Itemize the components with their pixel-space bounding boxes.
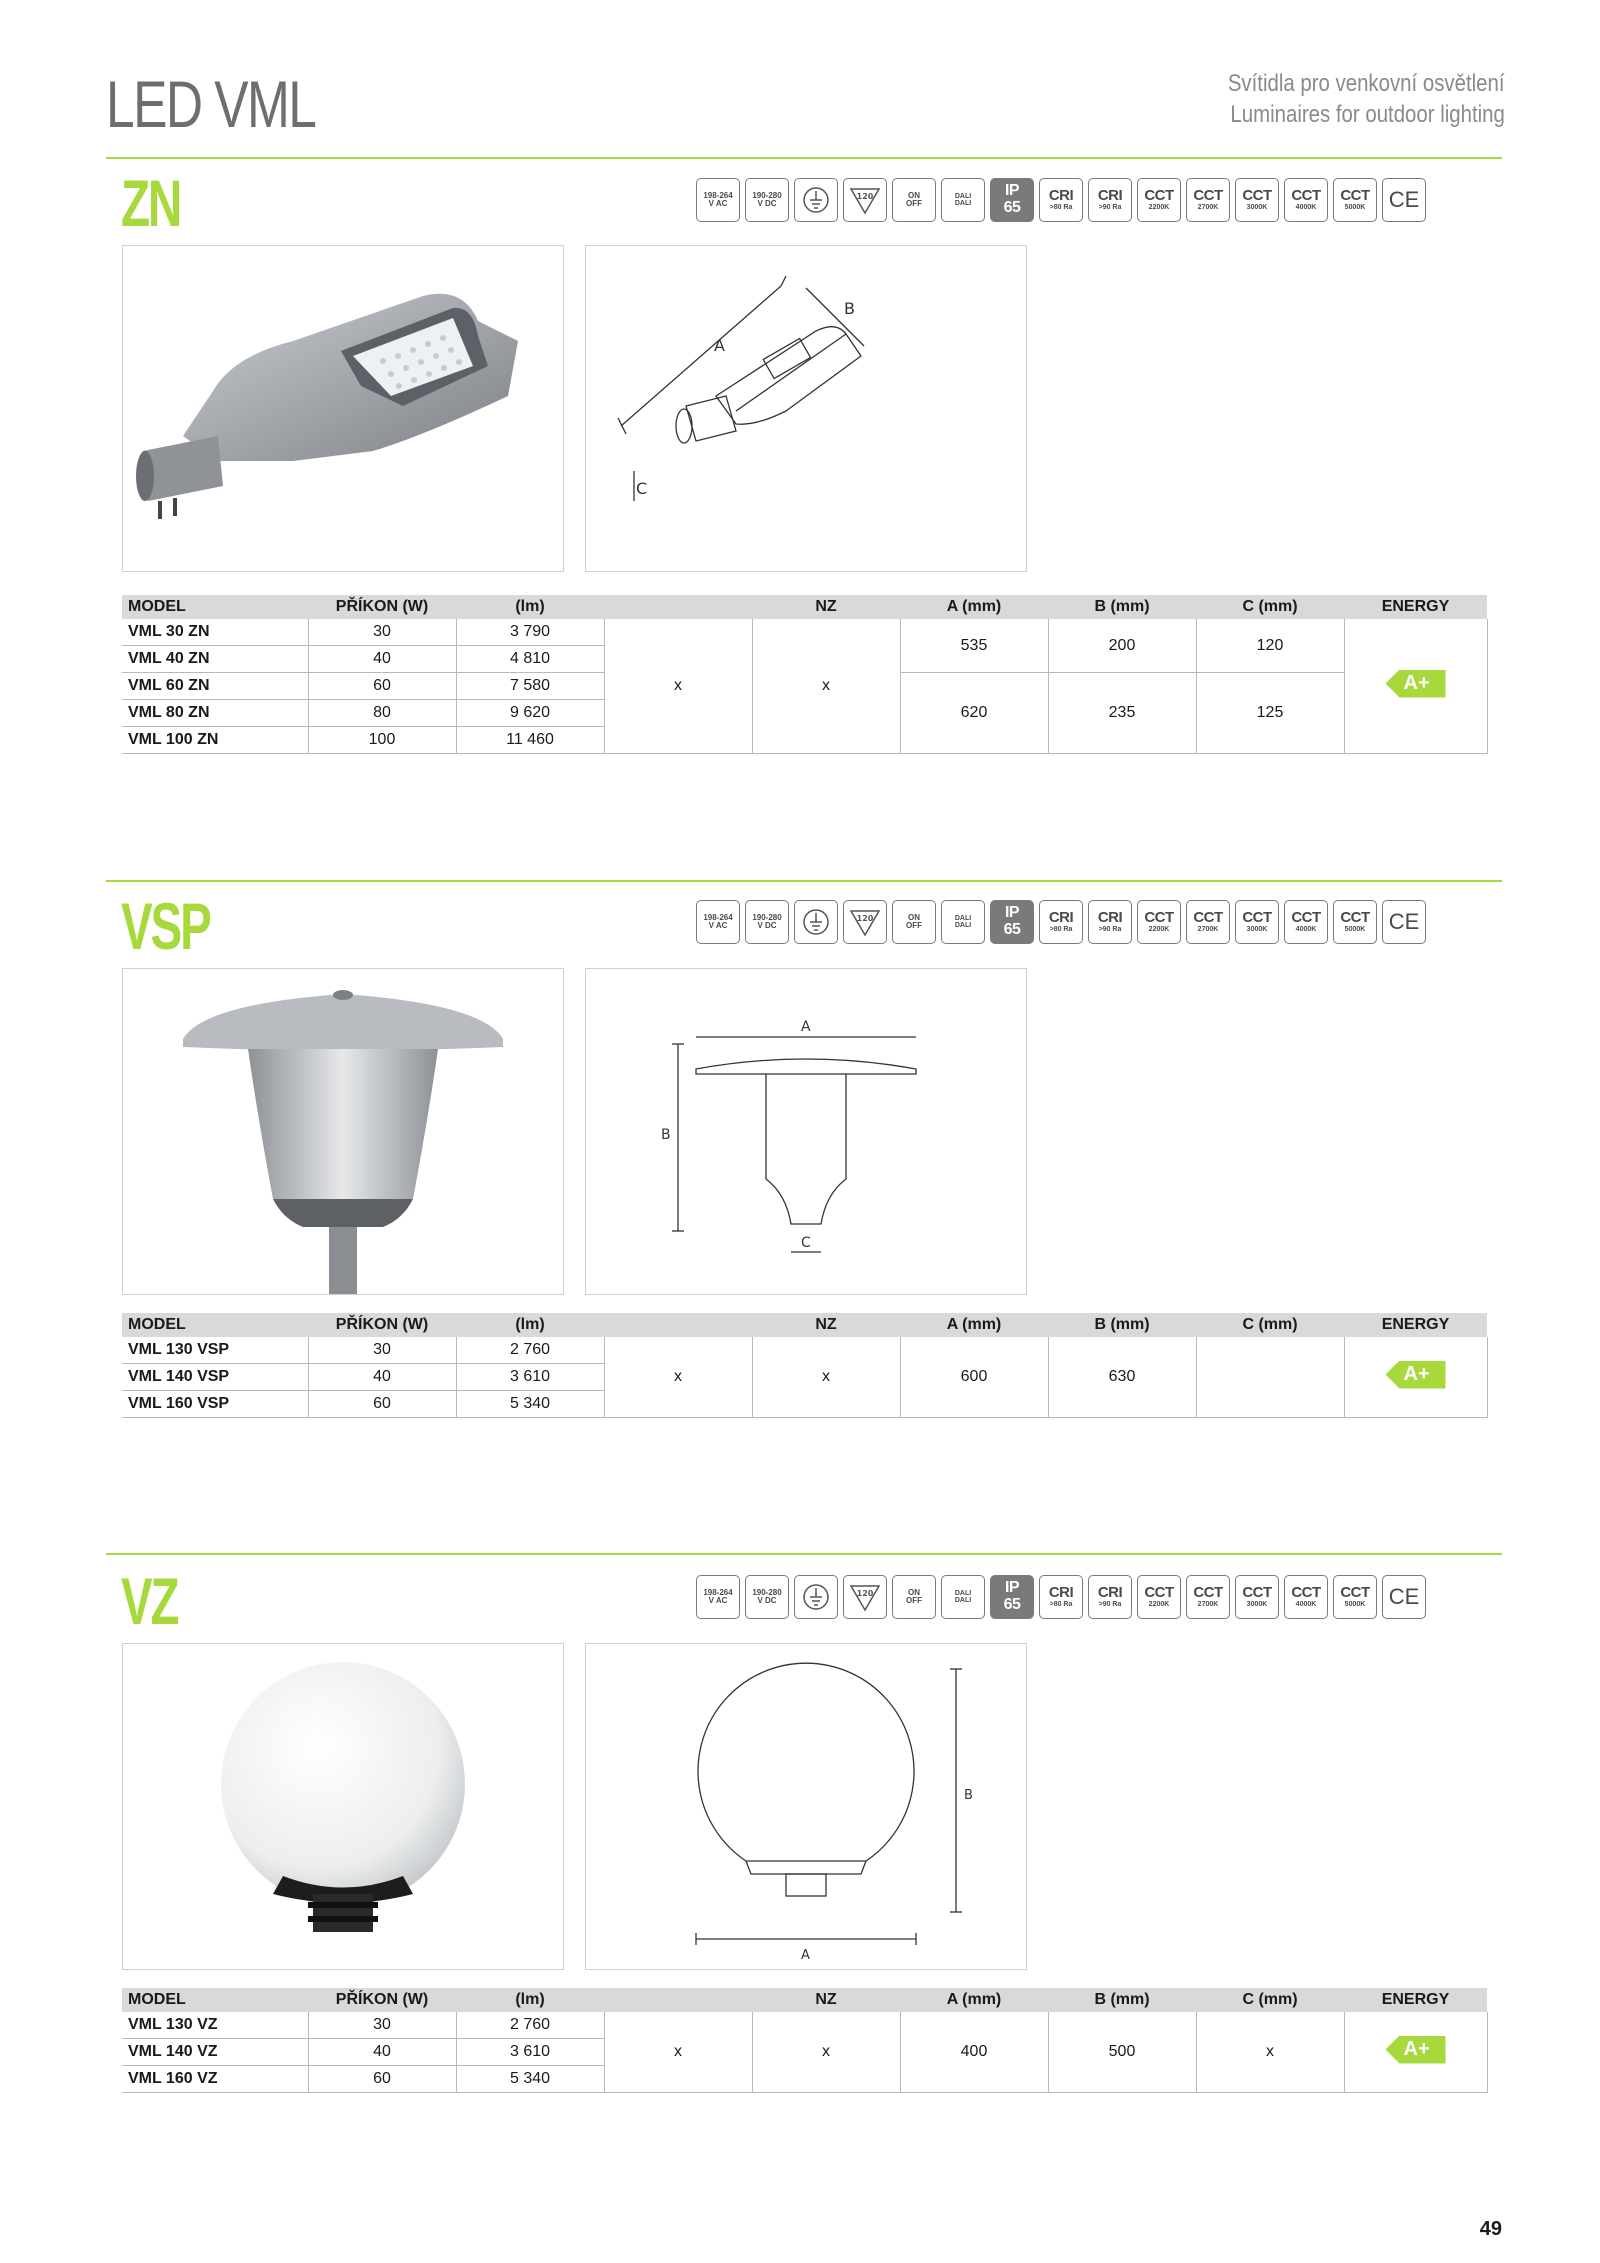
c-mm-cell: 125 bbox=[1196, 673, 1344, 754]
col4-cell: x bbox=[604, 619, 752, 754]
col-header: B (mm) bbox=[1048, 1313, 1196, 1337]
ce-mark-icon: CE bbox=[1382, 1575, 1426, 1619]
power-cell: 100 bbox=[308, 727, 456, 754]
power-cell: 30 bbox=[308, 2012, 456, 2039]
b-mm-cell: 235 bbox=[1048, 673, 1196, 754]
col-header: MODEL bbox=[122, 1313, 308, 1337]
nz-cell: x bbox=[752, 619, 900, 754]
cct-2200-icon: CCT 2200K bbox=[1137, 178, 1181, 222]
section-divider bbox=[106, 1553, 1502, 1555]
model-cell: VML 100 ZN bbox=[122, 727, 308, 754]
earth-class-icon bbox=[794, 900, 838, 944]
spec-table-vz bbox=[122, 1988, 1488, 2093]
cri-80-icon: CRI >80 Ra bbox=[1039, 900, 1083, 944]
col-header: C (mm) bbox=[1196, 1313, 1344, 1337]
power-cell: 60 bbox=[308, 673, 456, 700]
col-header: ENERGY bbox=[1344, 1988, 1487, 2012]
cct-3000-icon: CCT 3000K bbox=[1235, 900, 1279, 944]
feature-icon-strip bbox=[696, 178, 1426, 224]
col-header: C (mm) bbox=[1196, 595, 1344, 619]
earth-class-icon bbox=[794, 1575, 838, 1619]
voltage-dc-icon: 190-280 V DC bbox=[745, 900, 789, 944]
lumen-cell: 3 610 bbox=[456, 1364, 604, 1391]
power-cell: 40 bbox=[308, 646, 456, 673]
product-photo-vsp bbox=[122, 968, 564, 1295]
cct-2700-icon: CCT 2700K bbox=[1186, 1575, 1230, 1619]
temperature-triangle-icon bbox=[843, 1575, 887, 1619]
model-cell: VML 140 VZ bbox=[122, 2039, 308, 2066]
page-title: LED VML bbox=[106, 67, 316, 141]
dali-icon: DALI DALI bbox=[941, 178, 985, 222]
ip-rating-icon: IP 65 bbox=[990, 178, 1034, 222]
dali-icon: DALI DALI bbox=[941, 1575, 985, 1619]
voltage-dc-icon: 190-280 V DC bbox=[745, 178, 789, 222]
b-mm-cell: 200 bbox=[1048, 619, 1196, 673]
dimension-drawing-icon bbox=[586, 969, 1026, 1294]
dim-label-a: A bbox=[714, 336, 725, 355]
dali-icon: DALI DALI bbox=[941, 900, 985, 944]
cct-4000-icon: CCT 4000K bbox=[1284, 1575, 1328, 1619]
voltage-ac-icon: 198-264 V AC bbox=[696, 1575, 740, 1619]
c-mm-cell bbox=[1196, 1337, 1344, 1418]
lumen-cell: 7 580 bbox=[456, 673, 604, 700]
spec-table-zn bbox=[122, 595, 1488, 754]
col-header: A (mm) bbox=[900, 1988, 1048, 2012]
ce-mark-icon: CE bbox=[1382, 178, 1426, 222]
dim-label-c: C bbox=[636, 479, 648, 498]
table-row bbox=[122, 619, 1487, 646]
energy-cell bbox=[1344, 1337, 1487, 1418]
subtitle-czech: Svítidla pro venkovní osvětlení bbox=[1228, 70, 1505, 97]
model-cell: VML 130 VZ bbox=[122, 2012, 308, 2039]
cct-5000-icon: CCT 5000K bbox=[1333, 900, 1377, 944]
dimension-drawing-vsp bbox=[585, 968, 1027, 1295]
c-mm-cell: x bbox=[1196, 2012, 1344, 2093]
energy-class-badge: A+ bbox=[1386, 1361, 1446, 1389]
col-header: C (mm) bbox=[1196, 1988, 1344, 2012]
lumen-cell: 2 760 bbox=[456, 2012, 604, 2039]
svg-text:120: 120 bbox=[856, 1589, 874, 1598]
col-header: A (mm) bbox=[900, 1313, 1048, 1337]
voltage-ac-icon: 198-264 V AC bbox=[696, 900, 740, 944]
col-header: NZ bbox=[752, 1313, 900, 1337]
col-header: NZ bbox=[752, 1988, 900, 2012]
subtitle-english: Luminaires for outdoor lighting bbox=[1230, 101, 1505, 128]
b-mm-cell: 500 bbox=[1048, 2012, 1196, 2093]
power-cell: 40 bbox=[308, 1364, 456, 1391]
power-cell: 60 bbox=[308, 2066, 456, 2093]
cri-90-icon: CRI >90 Ra bbox=[1088, 178, 1132, 222]
cri-90-icon: CRI >90 Ra bbox=[1088, 1575, 1132, 1619]
on-off-icon: ON OFF bbox=[892, 900, 936, 944]
nz-cell: x bbox=[752, 1337, 900, 1418]
power-cell: 30 bbox=[308, 1337, 456, 1364]
a-mm-cell: 535 bbox=[900, 619, 1048, 673]
product-photo-zn bbox=[122, 245, 564, 572]
dimension-drawing-icon bbox=[586, 246, 1026, 571]
a-mm-cell: 620 bbox=[900, 673, 1048, 754]
model-cell: VML 30 ZN bbox=[122, 619, 308, 646]
col4-cell: x bbox=[604, 1337, 752, 1418]
cri-80-icon: CRI >80 Ra bbox=[1039, 178, 1083, 222]
svg-text:120: 120 bbox=[856, 914, 874, 923]
dim-label-a: A bbox=[801, 1948, 810, 1963]
lumen-cell: 2 760 bbox=[456, 1337, 604, 1364]
energy-class-badge: A+ bbox=[1386, 670, 1446, 698]
model-cell: VML 60 ZN bbox=[122, 673, 308, 700]
cct-4000-icon: CCT 4000K bbox=[1284, 178, 1328, 222]
model-cell: VML 160 VSP bbox=[122, 1391, 308, 1418]
page-number: 49 bbox=[1479, 2218, 1502, 2240]
col-header bbox=[604, 1313, 752, 1337]
section-divider bbox=[106, 880, 1502, 882]
cct-3000-icon: CCT 3000K bbox=[1235, 178, 1279, 222]
col-header: NZ bbox=[752, 595, 900, 619]
energy-cell bbox=[1344, 619, 1487, 754]
ip-rating-icon: IP 65 bbox=[990, 900, 1034, 944]
table-row bbox=[122, 1337, 1487, 1364]
feature-icon-strip bbox=[696, 1575, 1426, 1621]
cri-80-icon: CRI >80 Ra bbox=[1039, 1575, 1083, 1619]
col-header bbox=[604, 595, 752, 619]
product-photo-vz bbox=[122, 1643, 564, 1970]
col-header: (lm) bbox=[456, 595, 604, 619]
col4-cell: x bbox=[604, 2012, 752, 2093]
dim-label-c: C bbox=[801, 1235, 811, 1251]
lumen-cell: 11 460 bbox=[456, 727, 604, 754]
model-cell: VML 80 ZN bbox=[122, 700, 308, 727]
earth-class-icon bbox=[794, 178, 838, 222]
dimension-drawing-vz bbox=[585, 1643, 1027, 1970]
power-cell: 60 bbox=[308, 1391, 456, 1418]
col-header bbox=[604, 1988, 752, 2012]
col-header: (lm) bbox=[456, 1313, 604, 1337]
energy-cell bbox=[1344, 2012, 1487, 2093]
power-cell: 30 bbox=[308, 619, 456, 646]
model-cell: VML 160 VZ bbox=[122, 2066, 308, 2093]
col-header: PŘÍKON (W) bbox=[308, 1313, 456, 1337]
nz-cell: x bbox=[752, 2012, 900, 2093]
model-cell: VML 40 ZN bbox=[122, 646, 308, 673]
spec-table-vsp bbox=[122, 1313, 1488, 1418]
a-mm-cell: 400 bbox=[900, 2012, 1048, 2093]
dim-label-b: B bbox=[661, 1127, 671, 1143]
section-title-zn: ZN bbox=[121, 166, 181, 240]
col-header: PŘÍKON (W) bbox=[308, 1988, 456, 2012]
dim-label-b: B bbox=[844, 299, 855, 318]
dimension-drawing-icon bbox=[586, 1644, 1026, 1969]
cct-3000-icon: CCT 3000K bbox=[1235, 1575, 1279, 1619]
temperature-triangle-icon bbox=[843, 178, 887, 222]
col-header: MODEL bbox=[122, 1988, 308, 2012]
energy-class-badge: A+ bbox=[1386, 2036, 1446, 2064]
cct-2200-icon: CCT 2200K bbox=[1137, 1575, 1181, 1619]
lumen-cell: 3 790 bbox=[456, 619, 604, 646]
power-cell: 40 bbox=[308, 2039, 456, 2066]
header-divider bbox=[106, 157, 1502, 159]
cct-5000-icon: CCT 5000K bbox=[1333, 178, 1377, 222]
on-off-icon: ON OFF bbox=[892, 178, 936, 222]
col-header: B (mm) bbox=[1048, 1988, 1196, 2012]
temperature-triangle-icon bbox=[843, 900, 887, 944]
col-header: ENERGY bbox=[1344, 1313, 1487, 1337]
col-header: B (mm) bbox=[1048, 595, 1196, 619]
lumen-cell: 3 610 bbox=[456, 2039, 604, 2066]
model-cell: VML 130 VSP bbox=[122, 1337, 308, 1364]
dim-label-a: A bbox=[801, 1019, 811, 1035]
col-header: ENERGY bbox=[1344, 595, 1487, 619]
table-row bbox=[122, 2012, 1487, 2039]
lumen-cell: 4 810 bbox=[456, 646, 604, 673]
power-cell: 80 bbox=[308, 700, 456, 727]
section-title-vz: VZ bbox=[121, 1564, 178, 1638]
col-header: A (mm) bbox=[900, 595, 1048, 619]
col-header: PŘÍKON (W) bbox=[308, 595, 456, 619]
col-header: MODEL bbox=[122, 595, 308, 619]
lumen-cell: 5 340 bbox=[456, 2066, 604, 2093]
ip-rating-icon: IP 65 bbox=[990, 1575, 1034, 1619]
b-mm-cell: 630 bbox=[1048, 1337, 1196, 1418]
col-header: (lm) bbox=[456, 1988, 604, 2012]
cct-5000-icon: CCT 5000K bbox=[1333, 1575, 1377, 1619]
cct-4000-icon: CCT 4000K bbox=[1284, 900, 1328, 944]
ce-mark-icon: CE bbox=[1382, 900, 1426, 944]
on-off-icon: ON OFF bbox=[892, 1575, 936, 1619]
lumen-cell: 9 620 bbox=[456, 700, 604, 727]
cri-90-icon: CRI >90 Ra bbox=[1088, 900, 1132, 944]
model-cell: VML 140 VSP bbox=[122, 1364, 308, 1391]
cct-2700-icon: CCT 2700K bbox=[1186, 178, 1230, 222]
post-top-light-photo-icon bbox=[123, 969, 563, 1294]
feature-icon-strip bbox=[696, 900, 1426, 946]
c-mm-cell: 120 bbox=[1196, 619, 1344, 673]
lumen-cell: 5 340 bbox=[456, 1391, 604, 1418]
voltage-ac-icon: 198-264 V AC bbox=[696, 178, 740, 222]
dimension-drawing-zn bbox=[585, 245, 1027, 572]
street-light-photo-icon bbox=[123, 246, 563, 571]
voltage-dc-icon: 190-280 V DC bbox=[745, 1575, 789, 1619]
globe-light-photo-icon bbox=[123, 1644, 563, 1969]
section-title-vsp: VSP bbox=[121, 889, 210, 963]
cct-2200-icon: CCT 2200K bbox=[1137, 900, 1181, 944]
cct-2700-icon: CCT 2700K bbox=[1186, 900, 1230, 944]
dim-label-b: B bbox=[964, 1788, 973, 1803]
a-mm-cell: 600 bbox=[900, 1337, 1048, 1418]
svg-text:120: 120 bbox=[856, 192, 874, 201]
